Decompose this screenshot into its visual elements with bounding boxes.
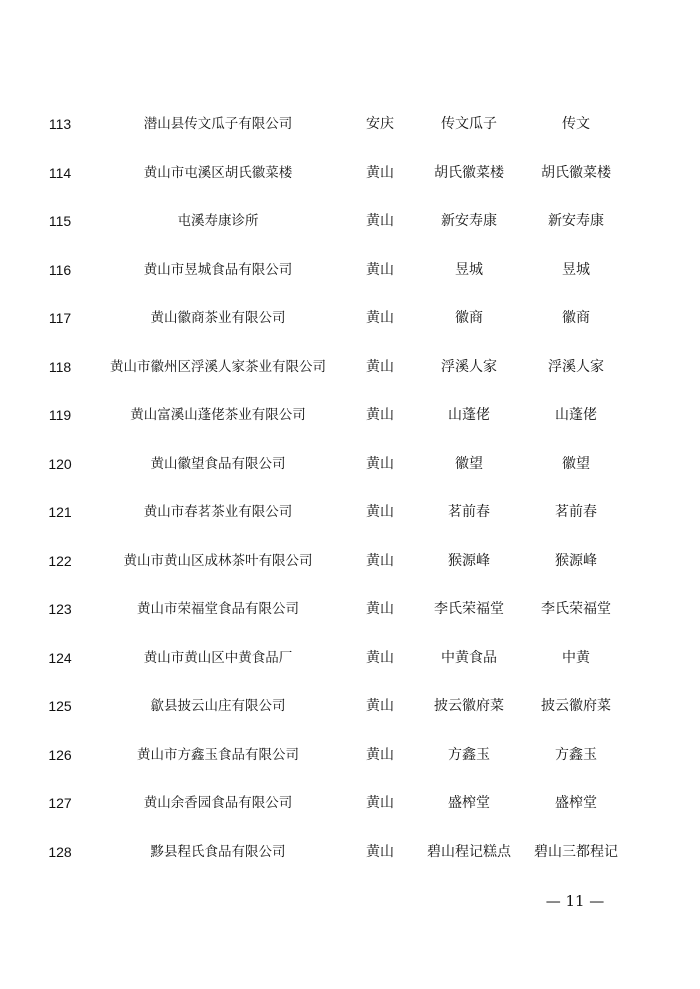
row-number: 121 <box>48 504 72 520</box>
table-row <box>0 731 700 780</box>
row-number: 118 <box>48 358 72 375</box>
product-brand: 猴源峰 <box>448 552 490 569</box>
row-number: 127 <box>48 795 72 811</box>
row-number: 125 <box>48 698 72 714</box>
table-row <box>0 100 700 149</box>
trademark: 李氏荣福堂 <box>541 601 611 617</box>
region: 黄山 <box>366 649 394 666</box>
table-row <box>0 440 700 489</box>
product-brand: 盛榨堂 <box>448 795 490 811</box>
table-row <box>0 343 700 392</box>
trademark: 徽商 <box>562 310 590 326</box>
trademark: 浮溪人家 <box>548 358 604 375</box>
region: 黄山 <box>366 455 394 472</box>
row-number: 115 <box>48 213 72 229</box>
trademark: 山蓬佬 <box>555 407 597 423</box>
product-brand: 浮溪人家 <box>441 358 497 375</box>
table-row <box>0 779 700 828</box>
row-number: 120 <box>48 455 72 472</box>
trademark: 胡氏徽菜楼 <box>541 164 611 181</box>
region: 黄山 <box>366 407 394 423</box>
trademark: 披云徽府菜 <box>541 698 611 714</box>
table-row <box>0 634 700 683</box>
trademark: 中黄 <box>562 649 590 666</box>
table-row <box>0 149 700 198</box>
row-number: 116 <box>48 261 72 278</box>
trademark: 传文 <box>562 116 590 132</box>
trademark: 猴源峰 <box>555 552 597 569</box>
region: 黄山 <box>366 795 394 811</box>
trademark: 方鑫玉 <box>555 746 597 763</box>
region: 黄山 <box>366 213 394 229</box>
product-brand: 李氏荣福堂 <box>434 601 504 617</box>
region: 黄山 <box>366 164 394 181</box>
trademark: 徽望 <box>562 455 590 472</box>
product-brand: 传文瓜子 <box>441 116 497 132</box>
product-brand: 碧山程记糕点 <box>427 843 511 860</box>
trademark: 新安寿康 <box>548 213 604 229</box>
product-brand: 徽望 <box>455 455 483 472</box>
company-name: 黄山市荣福堂食品有限公司 <box>137 601 299 617</box>
row-number: 119 <box>48 407 72 423</box>
table-row <box>0 585 700 634</box>
table-row <box>0 294 700 343</box>
product-brand: 新安寿康 <box>441 213 497 229</box>
region: 黄山 <box>366 310 394 326</box>
trademark: 碧山三都程记 <box>534 843 618 860</box>
product-brand: 山蓬佬 <box>448 407 490 423</box>
company-table <box>0 100 700 876</box>
company-name: 潜山县传文瓜子有限公司 <box>143 116 293 132</box>
company-name: 黄山市黄山区中黄食品厂 <box>143 649 293 666</box>
region: 黄山 <box>366 358 394 375</box>
company-name: 歙县披云山庄有限公司 <box>150 698 286 714</box>
product-brand: 方鑫玉 <box>448 746 490 763</box>
row-number: 123 <box>48 601 72 617</box>
product-brand: 胡氏徽菜楼 <box>434 164 504 181</box>
company-name: 黄山徽商茶业有限公司 <box>150 310 286 326</box>
region: 黄山 <box>366 552 394 569</box>
table-row <box>0 246 700 295</box>
row-number: 122 <box>48 552 72 569</box>
row-number: 126 <box>48 746 72 763</box>
company-name: 黄山市徽州区浮溪人家茶业有限公司 <box>110 358 326 375</box>
company-name: 黄山市昱城食品有限公司 <box>143 261 293 278</box>
row-number: 113 <box>48 116 72 132</box>
region: 黄山 <box>366 843 394 860</box>
region: 黄山 <box>366 261 394 278</box>
row-number: 128 <box>48 843 72 860</box>
table-row <box>0 391 700 440</box>
table-row <box>0 682 700 731</box>
product-brand: 昱城 <box>455 261 483 278</box>
row-number: 114 <box>48 164 72 181</box>
company-name: 黄山余香园食品有限公司 <box>143 795 293 811</box>
company-name: 黄山富溪山蓬佬茶业有限公司 <box>130 407 306 423</box>
table-row <box>0 828 700 877</box>
trademark: 盛榨堂 <box>555 795 597 811</box>
company-name: 黄山市方鑫玉食品有限公司 <box>137 746 299 763</box>
company-name: 黟县程氏食品有限公司 <box>150 843 286 860</box>
table-row <box>0 488 700 537</box>
region: 黄山 <box>366 601 394 617</box>
company-name: 黄山市屯溪区胡氏徽菜楼 <box>143 164 293 181</box>
row-number: 117 <box>48 310 72 326</box>
region: 安庆 <box>366 116 394 132</box>
product-brand: 披云徽府菜 <box>434 698 504 714</box>
company-name: 屯溪寿康诊所 <box>177 213 259 229</box>
product-brand: 徽商 <box>455 310 483 326</box>
product-brand: 茗前春 <box>448 504 490 520</box>
page-number: — 11 — <box>545 892 605 910</box>
company-name: 黄山市春茗茶业有限公司 <box>143 504 293 520</box>
table-row <box>0 537 700 586</box>
region: 黄山 <box>366 698 394 714</box>
region: 黄山 <box>366 746 394 763</box>
region: 黄山 <box>366 504 394 520</box>
company-name: 黄山徽望食品有限公司 <box>150 455 286 472</box>
trademark: 昱城 <box>562 261 590 278</box>
trademark: 茗前春 <box>555 504 597 520</box>
row-number: 124 <box>48 649 72 666</box>
product-brand: 中黄食品 <box>441 649 497 666</box>
company-name: 黄山市黄山区成林茶叶有限公司 <box>123 552 313 569</box>
table-row <box>0 197 700 246</box>
